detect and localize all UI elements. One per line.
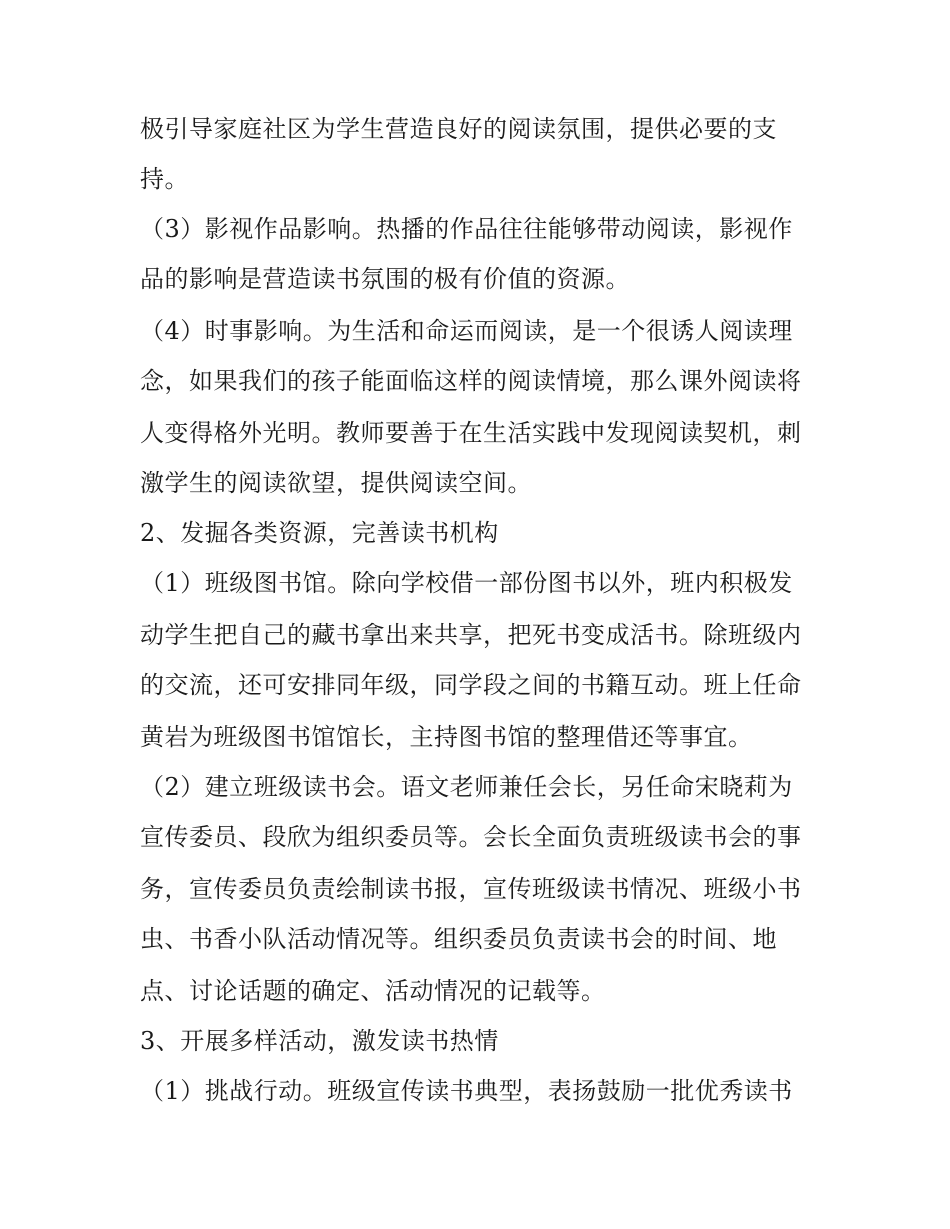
text-line: （1）班级图书馆。除向学校借一部份图书以外，班内积极发	[140, 569, 793, 597]
text-line: （1）挑战行动。班级宣传读书典型，表扬鼓励一批优秀读书	[140, 1077, 793, 1105]
text-line: 黄岩为班级图书馆馆长，主持图书馆的整理借还等事宜。	[140, 723, 753, 751]
text-line: 念，如果我们的孩子能面临这样的阅读情境，那么课外阅读将	[140, 367, 802, 395]
section-heading: 2、发掘各类资源，完善读书机构	[140, 519, 499, 547]
text-line: 持。	[140, 165, 189, 193]
text-line: 极引导家庭社区为学生营造良好的阅读氛围，提供必要的支	[140, 115, 777, 143]
text-line: 激学生的阅读欲望，提供阅读空间。	[140, 469, 532, 497]
text-line: 虫、书香小队活动情况等。组织委员负责读书会的时间、地	[140, 925, 777, 953]
text-line: 务，宣传委员负责绘制读书报，宣传班级读书情况、班级小书	[140, 875, 802, 903]
text-line: 点、讨论话题的确定、活动情况的记载等。	[140, 977, 606, 1005]
text-line: 人变得格外光明。教师要善于在生活实践中发现阅读契机，刺	[140, 419, 802, 447]
text-line: （4）时事影响。为生活和命运而阅读，是一个很诱人阅读理	[140, 317, 793, 345]
text-line: 宣传委员、段欣为组织委员等。会长全面负责班级读书会的事	[140, 823, 802, 851]
text-line: 的交流，还可安排同年级，同学段之间的书籍互动。班上任命	[140, 671, 802, 699]
text-line: （3）影视作品影响。热播的作品往往能够带动阅读，影视作	[140, 215, 793, 243]
section-heading: 3、开展多样活动，激发读书热情	[140, 1027, 499, 1055]
text-line: 品的影响是营造读书氛围的极有价值的资源。	[140, 265, 630, 293]
text-line: （2）建立班级读书会。语文老师兼任会长，另任命宋晓莉为	[140, 773, 793, 801]
text-line: 动学生把自己的藏书拿出来共享，把死书变成活书。除班级内	[140, 621, 802, 649]
